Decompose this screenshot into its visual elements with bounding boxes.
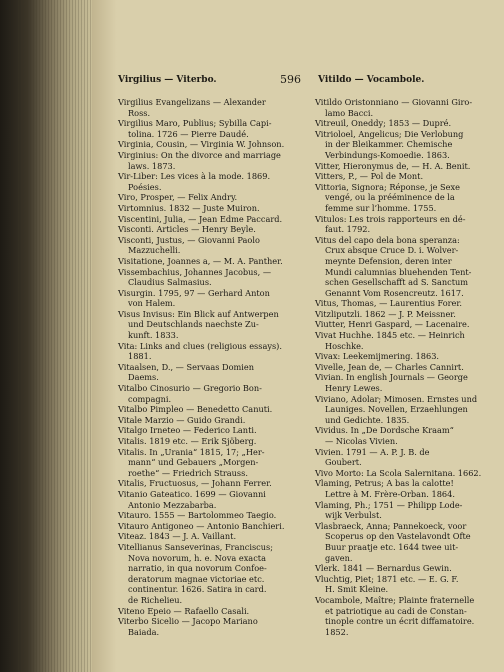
index-entry: Vitauro Antigoneo — Antonio Banchieri.: [118, 520, 285, 531]
index-entry: Vivien. 1791 — A. P. J. B. de Goubert.: [315, 446, 430, 468]
index-entry: Vitalbo Cinosurio — Gregorio Bon- compagni.: [118, 383, 262, 404]
running-head: [92, 75, 504, 89]
index-entry: Visconti. Articles — Henry Beyle.: [118, 224, 256, 235]
index-entry: Visurgin. 1795, 97 — Gerhard Anton von Halem.: [118, 287, 270, 309]
index-entry: Vitus del capo dela bona speranza: Crux absque Cruce D. i. Wolver- meynte Defension, deren inter Mundi calumnias bluehenden Tent- schen Gesellschafft ad S. Sanctum Genannt Vom Rosencreutz. 1617.: [315, 234, 472, 298]
index-entry: Viterbo Sicelio — Jacopo Mariano Baiada.: [118, 616, 258, 637]
index-entry: Vluchtig, Piet; 1871 etc. — E. G. F. H. Smit Kleine.: [315, 573, 459, 595]
index-entry: Visconti, Justus, — Giovanni Paolo Mazzuchelli.: [118, 234, 260, 256]
index-entry: Vivo Morto: La Scola Salernitana. 1662.: [315, 467, 482, 478]
index-entry: Viro, Prosper, — Felix Andry.: [118, 192, 238, 203]
index-entry: Vitulos: Les trois rapporteurs en dé- faut. 1792.: [315, 213, 466, 235]
index-entry: Vitale Marzio — Guido Grandi.: [118, 414, 246, 425]
page-number: 596: [280, 73, 301, 86]
index-entry: Vividus. In „De Dordsche Kraam“ — Nicolas Vivien.: [315, 425, 454, 446]
book-page: [92, 0, 504, 672]
index-entry: Vittoria, Signora; Réponse, je Sexe vengé, ou la prééminence de la femme sur l’homme. 1755.: [315, 181, 460, 213]
index-entry: Vitrioloel, Angelicus; Die Verlobung in der Bleikammer. Chemische Verbindungs-Komoedie. 1863.: [315, 128, 464, 160]
index-entry: Vitter, Hieronymus de, — H. A. Benit.: [315, 160, 471, 171]
index-entry: Vissembachius, Johannes Jacobus, — Claudius Salmasius.: [118, 266, 272, 288]
right-column: [315, 97, 490, 637]
index-entry: Viteaz. 1843 — J. A. Vaillant.: [118, 531, 237, 542]
index-entry: Vlaming, Petrus; A bas la calotte! Lettre à M. Frère-Orban. 1864.: [315, 478, 455, 499]
index-entry: Vivelle, Jean de, — Charles Cannirt.: [315, 361, 464, 372]
index-entry: Virtomnius. 1832 — Juste Muiron.: [118, 202, 260, 213]
index-entry: Viviano, Adolar; Mimosen. Ernstes und Launiges. Novellen, Erzaehlungen und Gedichte. 1835.: [315, 393, 478, 425]
index-entry: Vir-Liber: Les vices à la mode. 1869. Poésies.: [118, 171, 271, 192]
index-entry: Viteno Epeio — Rafaello Casali.: [118, 605, 250, 616]
index-entry: Vlasbraeck, Anna; Pannekoeck, voor Scoperus op den Vastelavondt Ofte Buur praatje etc. 1644 twee uit- gaven.: [315, 520, 471, 563]
running-head-left: Virgilius — Viterbo.: [118, 75, 217, 85]
index-entry: Vivat Huchhe. 1845 etc. — Heinrich Hoschke.: [315, 330, 465, 351]
index-entry: Vitalgo Irneteo — Federico Lanti.: [118, 425, 257, 436]
index-entry: Vlerk. 1841 — Bernardus Gewin.: [315, 563, 452, 574]
index-entry: Vitalis. 1819 etc. — Erik Sjöberg.: [118, 436, 257, 446]
index-entry: Vitellianus Sanseverinas, Franciscus; Nova novorum, h. e. Nova exacta narratio, in qua novorum Confoe- deratorum magnae victoriae etc. continentur. 1626. Satira in card. de Richelieu.: [118, 541, 273, 605]
index-entry: Vocambole, Maître; Plainte fraternelle et patriotique au cadi de Constan- tinople contre un écrit diffamatoire. 1852.: [315, 594, 475, 637]
running-head-right: Vitildo — Vocambole.: [318, 75, 425, 85]
index-entry: Virgilius Maro, Publius; Sybilla Capi- tolina. 1726 — Pierre Daudé.: [118, 118, 272, 139]
index-entry: Viscentini, Julia, — Jean Edme Paccard.: [118, 213, 283, 224]
left-column: [118, 97, 293, 637]
index-entry: Virginia, Cousin, — Virginia W. Johnson.: [118, 139, 285, 150]
index-entry: Vitus, Thomas, — Laurentius Forer.: [315, 298, 463, 309]
index-entry: Virginius: On the divorce and marriage laws. 1873.: [118, 149, 281, 171]
index-entry: Vitaalsen, D., — Servaas Domien Daems.: [118, 361, 255, 383]
index-entry: Vita: Links and clues (religious essays). 1881.: [118, 340, 282, 362]
index-entry: Vitalis. In „Urania“ 1815, 17; „Her- mann“ und Gebauers „Morgen- roethe“ — Friedrich Strauss.: [118, 446, 265, 478]
index-entry: Viutter, Henri Gaspard, — Lacenaire.: [315, 319, 470, 330]
index-entry: Virgilius Evangelizans — Alexander Ross.: [118, 97, 266, 118]
index-entry: Vitauro. 1555 — Bartolommeo Taegio.: [118, 510, 277, 521]
index-entry: Vitreuil, Oneddy; 1853 — Dupré.: [315, 118, 452, 129]
index-entry: Visitatione, Joannes a, — M. A. Panther.: [118, 255, 283, 266]
index-entry: Vitalis, Fructuosus, — Johann Ferrer.: [118, 478, 272, 489]
index-entry: Vitalbo Pimpleo — Benedetto Canuti.: [118, 404, 273, 415]
index-entry: Vitanio Gateatico. 1699 — Giovanni Antonio Mezzabarba.: [118, 488, 266, 510]
page-edges: [18, 0, 92, 672]
index-entry: Vivian. In english Journals — George Henry Lewes.: [315, 372, 468, 394]
index-entry: Vitzliputzli. 1862 — J. P. Meissner.: [315, 308, 456, 319]
index-entry: Vivax: Leekemijmering. 1863.: [315, 351, 440, 362]
index-entry: Vitters, P., — Pol de Mont.: [315, 171, 424, 182]
index-entry: Vitildo Oristonniano — Giovanni Giro- lamo Bacci.: [315, 97, 473, 118]
index-entry: Vlaming, Ph.; 1751 — Philipp Lode- wijk Verbulst.: [315, 499, 463, 521]
index-entry: Visus Invisus: Ein Blick auf Antwerpen und Deutschlands naechste Zu- kunft. 1833.: [118, 308, 279, 341]
